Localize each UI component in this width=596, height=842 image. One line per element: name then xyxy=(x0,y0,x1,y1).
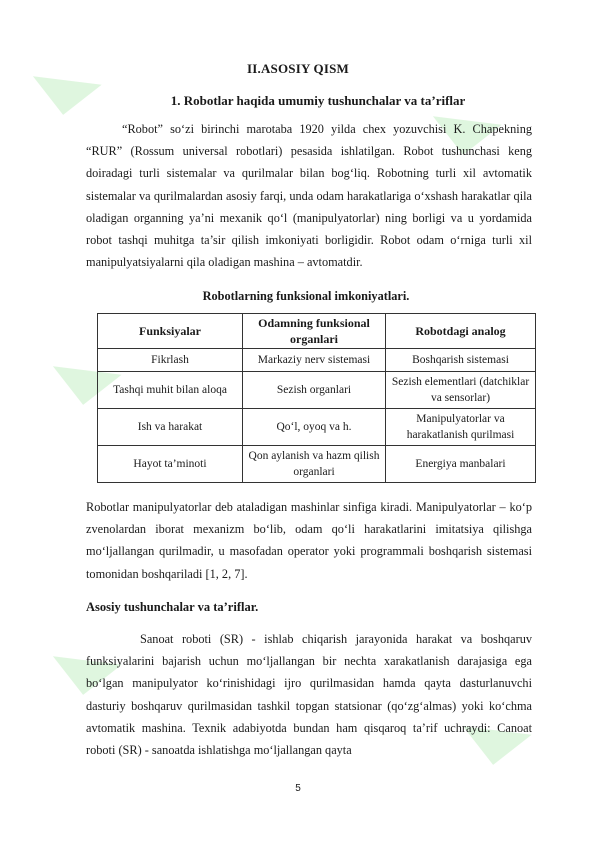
paragraph-manipulators: Robotlar manipulyatorlar deb ataladigan mashinlar sinfiga kiradi. Manipulyatorlar – ko‘p zvenolardan iborat mexanizm bo‘lib, odam qo‘li harakatlarini imitatsiya qilishga mo‘ljallangan qurilmadir, u masofadan operator yoki programmali boshqarish sistemasi tomonidan boshqariladi [1, 2, 7]. xyxy=(86,500,532,581)
table-row xyxy=(98,409,536,446)
table-header-cell: Odamning funksional organlari xyxy=(243,314,386,349)
section-title: II.ASOSIY QISM xyxy=(246,61,349,76)
table-header-cell: Funksiyalar xyxy=(98,314,243,349)
watermark: ◣ xyxy=(422,72,507,162)
table-cell: Hayot ta’minoti xyxy=(98,446,243,483)
subsection-title: 1. Robotlar haqida umumiy tushunchalar va ta’riflar xyxy=(170,93,466,108)
table-row xyxy=(98,349,536,372)
subheading: Asosiy tushunchalar va ta’riflar. xyxy=(86,600,259,614)
table-header-row xyxy=(98,314,536,349)
table-cell: Fikrlash xyxy=(98,349,243,372)
table-cell: Energiya manbalari xyxy=(386,446,536,483)
table-cell: Sezish organlari xyxy=(243,372,386,409)
paragraph-definitions: Sanoat roboti (SR) - ishlab chiqarish jarayonida harakat va boshqaruv funksiyalarini bajarish uchun mo‘ljallangan bir nechta xarakatlanish darajasiga ega bo‘lgan manipulyator ko‘rinishidagi ijro qurilmasidan hamda qayta dasturlanuvchi dasturiy boshqaruv qurilmasidan tashkil topgan statsionar (qo‘zg‘almas) yoki ko‘chma avtomatik mashina. Texnik adabiyotda bundan ham qisqaroq ta’rif uchraydi: Canoat roboti (SR) - sanoatda ishlatishga mo‘ljallangan qayta xyxy=(86,632,532,758)
table-cell: Sezish elementlari (datchiklar va sensorlar) xyxy=(386,372,536,409)
table-cell: Ish va harakat xyxy=(98,409,243,446)
table-header-cell: Robotdagi analog xyxy=(386,314,536,349)
table-cell: Boshqarish sistemasi xyxy=(386,349,536,372)
table-cell: Qon aylanish va hazm qilish organlari xyxy=(243,446,386,483)
table-row xyxy=(98,372,536,409)
watermark: ◣ xyxy=(22,32,107,122)
paragraph-intro: “Robot” so‘zi birinchi marotaba 1920 yilda chex yozuvchisi K. Chapekning “RUR” (Rossum universal robotlari) pesasida ishlatilgan. Robot tushunchasi keng doiradagi turli sistemalar va qurilmalar bilan bog‘liq. Robotning turli xil avtomatik sistemalar va qurilmalardan asosiy farqi, unda odam harakatlariga o‘xshash harakatlar qila oladigan organning ya’ni mexanik qo‘l (manipulyatorlar) ning borligi va u yordamida robot tashqi muhitga ta’sir qilish imkoniyati borligidir. Robot odam o‘rniga turli xil manipulyatsiyalarni qila oladigan mashina – avtomatdir. xyxy=(86,122,532,270)
table-row xyxy=(98,446,536,483)
table-caption: Robotlarning funksional imkoniyatlari. xyxy=(202,289,410,303)
functions-table xyxy=(97,313,536,483)
table-cell: Manipulyatorlar va harakatlanish qurilmasi xyxy=(386,409,536,446)
watermark: ◣ xyxy=(42,322,127,412)
watermark: ◣ xyxy=(452,682,537,772)
table-cell: Tashqi muhit bilan aloqa xyxy=(98,372,243,409)
table-cell: Markaziy nerv sistemasi xyxy=(243,349,386,372)
page-number: 5 xyxy=(295,783,301,794)
table-cell: Qo‘l, oyoq va h. xyxy=(243,409,386,446)
watermark: ◣ xyxy=(42,612,127,702)
